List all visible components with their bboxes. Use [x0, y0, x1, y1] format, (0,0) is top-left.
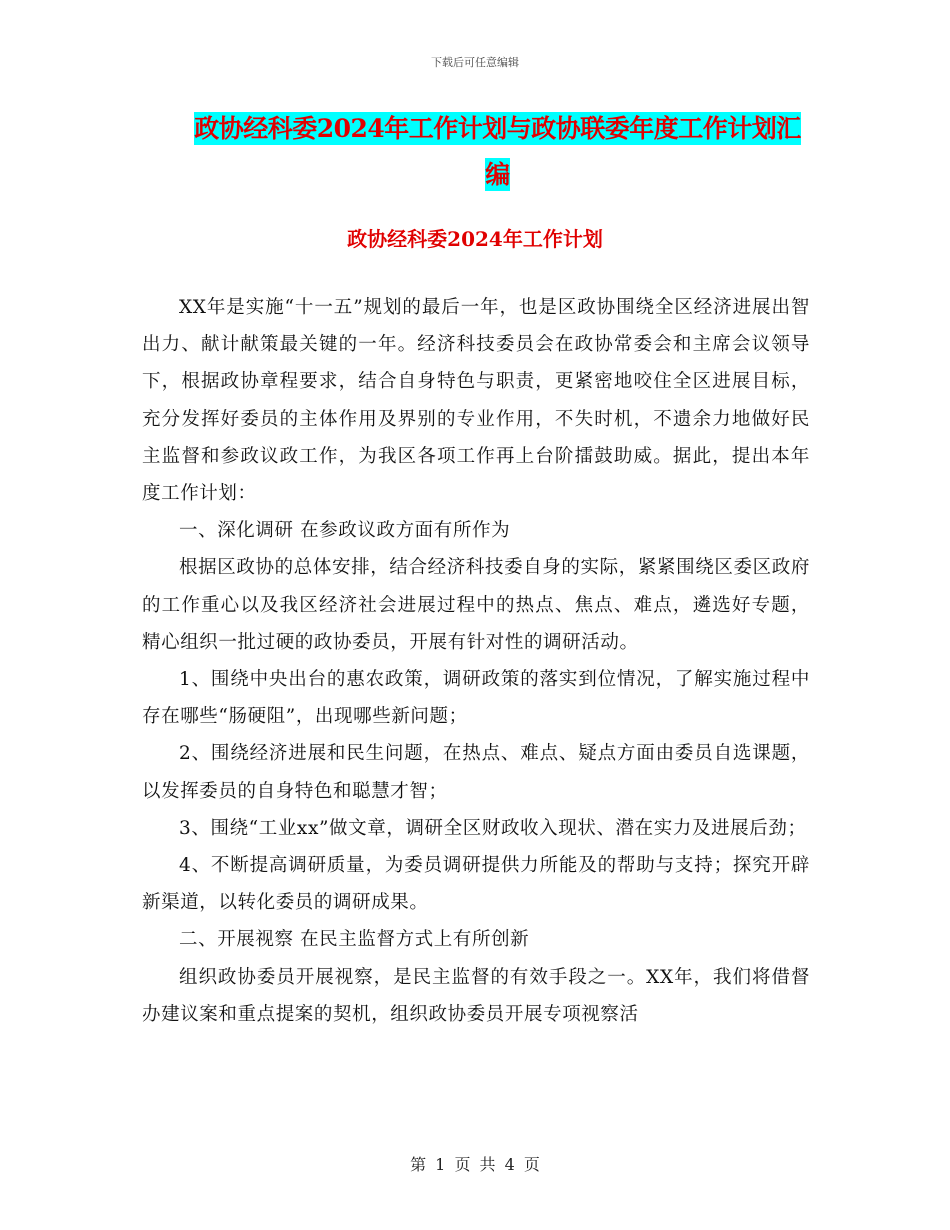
- header-note: 下载后可任意编辑: [431, 56, 519, 69]
- document-main-title-text: 政协经科委2024年工作计划与政协联委年度工作计划汇编: [194, 114, 801, 189]
- document-sub-title: 政协经科委2024年工作计划: [347, 227, 603, 251]
- section-heading-2: 二、开展视察 在民主监督方式上有所创新: [179, 929, 530, 951]
- list-item-3: 3、围绕“工业xx”做文章，调研全区财政收入现状、潜在实力及进展后劲；: [179, 817, 807, 839]
- body-paragraph: 根据区政协的总体安排，结合经济科技委自身的实际，紧紧围绕区委区政府的工作重心以及我区经济社会进展过程中的热点、焦点、难点，遴选好专题，精心组织一批过硬的政协委员，开展有针对性的调研活动。: [142, 557, 810, 653]
- document-main-title: [185, 106, 810, 198]
- page-number-footer: 第 1 页 共 4 页: [410, 1155, 540, 1174]
- body-paragraph: 组织政协委员开展视察，是民主监督的有效手段之一。XX年，我们将借督办建议案和重点提案的契机，组织政协委员开展专项视察活: [142, 966, 810, 1025]
- list-item-4: 4、不断提高调研质量，为委员调研提供力所能及的帮助与支持；探究开辟新渠道，以转化委员的调研成果。: [142, 855, 810, 914]
- list-item-1: 1、围绕中央出台的惠农政策，调研政策的落实到位情况，了解实施过程中存在哪些“肠硬阻”，出现哪些新问题；: [142, 669, 810, 728]
- body-paragraph-intro: XX年是实施“十一五”规划的最后一年，也是区政协围绕全区经济进展出智出力、献计献策最关键的一年。经济科技委员会在政协常委会和主席会议领导下，根据政协章程要求，结合自身特色与职责，更紧密地咬住全区进展目标，充分发挥好委员的主体作用及界别的专业作用，不失时机，不遗余力地做好民主监督和参政议政工作，为我区各项工作再上台阶擂鼓助威。据此，提出本年度工作计划：: [142, 297, 810, 505]
- section-heading-1: 一、深化调研 在参政议政方面有所作为: [179, 520, 511, 542]
- list-item-2: 2、围绕经济进展和民生问题，在热点、难点、疑点方面由委员自选课题，以发挥委员的自身特色和聪慧才智；: [142, 743, 810, 802]
- document-body: [142, 289, 810, 1033]
